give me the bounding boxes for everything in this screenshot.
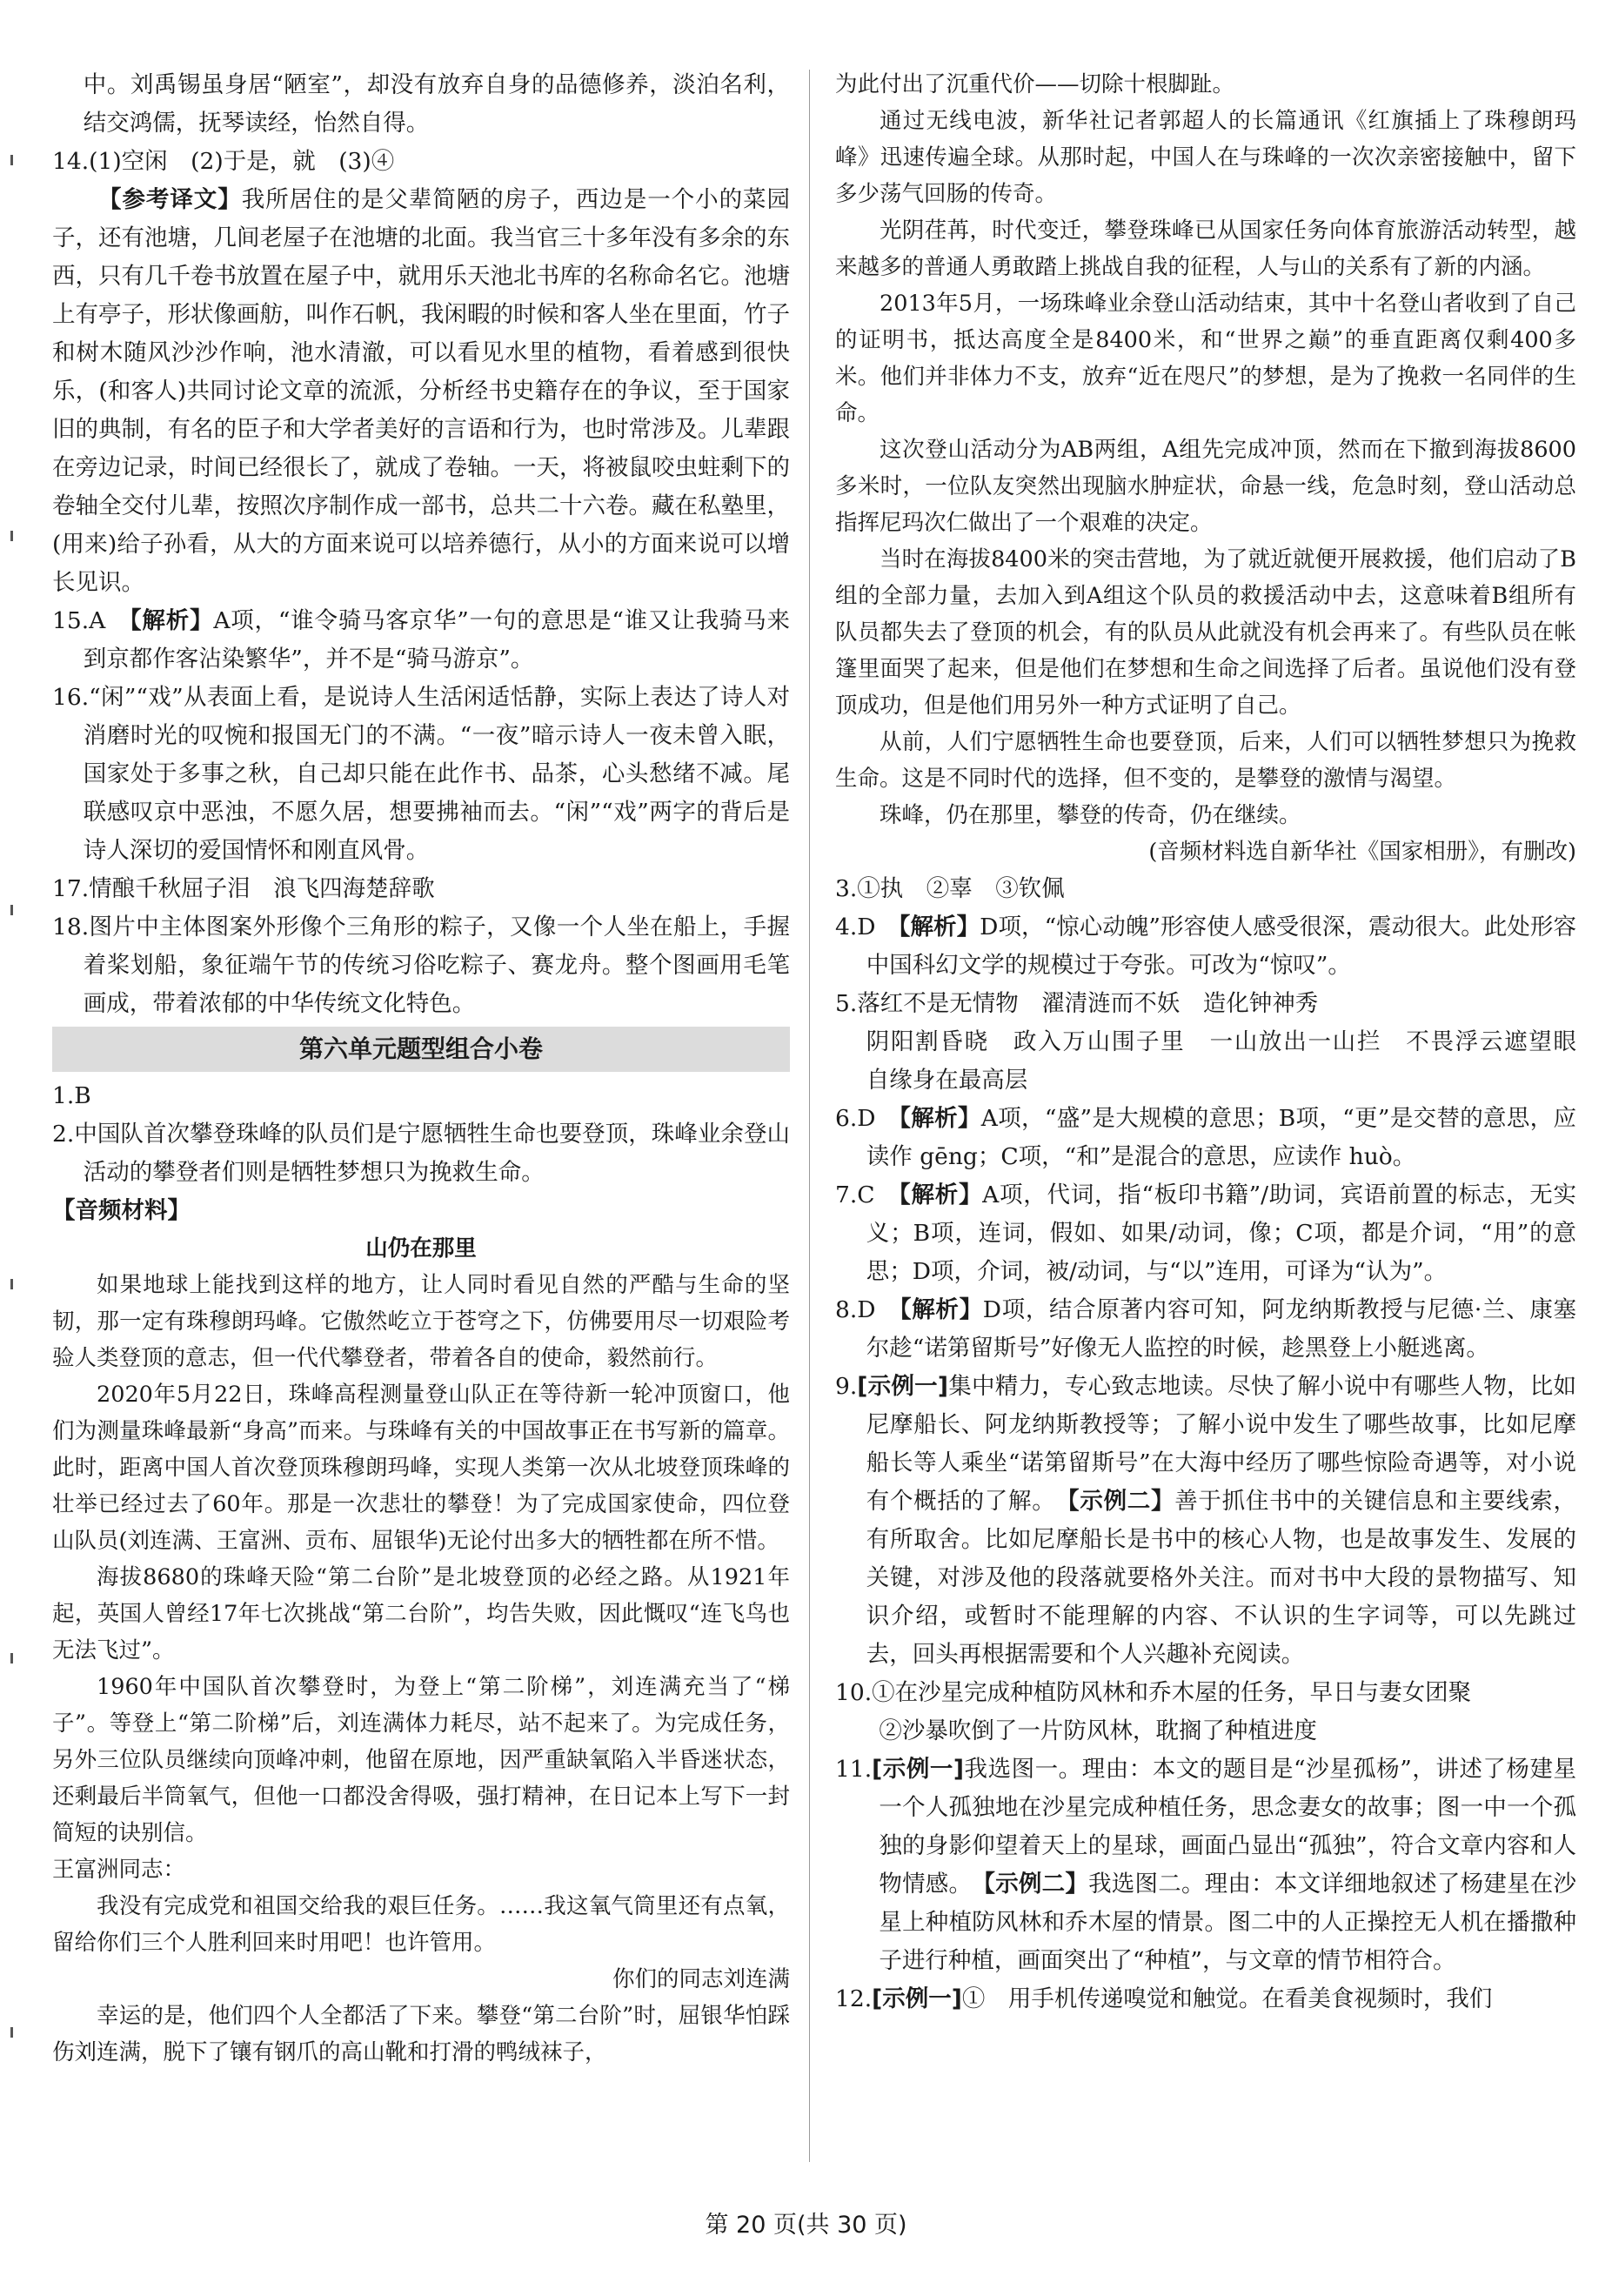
audio-paragraph: 为此付出了沉重代价——切除十根脚趾。 [835,71,1235,97]
audio-paragraph: 当时在海拔8400米的突击营地，为了就近就便开展救援，他们启动了B组的全部力量，去加入到A组这个队员的救援活动中去，这意味着B组所有队员都失去了登顶的机会，有的队员从此就没有机会再来了。有些队员在帐篷里面哭了起来，但是他们在梦想和生命之间选择了后者。虽说他们没有登顶成功，但是他们用另外一种方式证明了自己。 [835,546,1576,719]
audio-paragraph: 2013年5月，一场珠峰业余登山活动结束，其中十名登山者收到了自己的证明书，抵达高度全是8400米，和“世界之巅”的垂直距离仅剩400多米。他们并非体力不支，放弃“近在咫尺”的梦想，是为了挽救一名同伴的生命。 [835,291,1576,426]
answer-14: 14.(1)空闲 (2)于是，就 (3)④ [52,148,395,175]
audio-paragraph: 如果地球上能找到这样的地方，让人同时看见自然的严酷与生命的坚韧，那一定有珠穆朗玛峰。它傲然屹立于苍穹之下，仿佛要用尽一切艰险考验人类登顶的意志，但一代代攀登者，带着各自的使命，毅然前行。 [52,1272,790,1371]
page-edge-mark [10,155,13,165]
example-1-tag: [示例一] [872,1985,962,2012]
answer-9 [835,1368,1576,1674]
analysis-tag: 【解析】 [899,1105,981,1132]
answer-6-text: A项，“盛”是大规模的意思；B项，“更”是交替的意思，应读作 gēng；C项，“和”是混合的意思，应读作 huò。 [866,1105,1577,1170]
column-divider [809,70,810,2162]
reference-translation-tag: 【参考译文】 [98,186,242,213]
answer-7-number: 7.C [835,1181,900,1208]
answer-11-example-1: 我选图一。理由：本文的题目是“沙星孤杨”，讲述了杨建星一个人孤独地在沙星完成种植任务，思念妻女的故事；图一中一个孤独的身影仰望着天上的星球，画面凸显出“孤独”，符合文章内容和人物情感。 [879,1756,1576,1898]
audio-title: 山仍在那里 [365,1235,477,1262]
answer-9-example-1: 集中精力，专心致志地读。尽快了解小说中有哪些人物，比如尼摩船长、阿龙纳斯教授等；了解小说中发生了哪些故事，比如尼摩船长等人乘坐“诺第留斯号”在大海中经历了哪些惊险奇遇等，对小说有个概括的了解。 [866,1373,1576,1515]
answer-5-line-1: 5.落红不是无情物 濯清涟而不妖 造化钟神秀 [835,990,1319,1017]
example-1-tag: [示例一] [872,1756,965,1783]
answer-5-line-2: 阴阳割昏晓 政入万山围子里 一山放出一山拦 不畏浮云遮望眼 自缘身在最高层 [866,1028,1600,1094]
audio-paragraph: 从前，人们宁愿牺牲生命也要登顶，后来，人们可以牺牲梦想只为挽救生命。这是不同时代的选择，但不变的，是攀登的激情与渴望。 [835,729,1576,792]
answer-10-line-2: ②沙暴吹倒了一片防风林，耽搁了种植进度 [879,1717,1317,1744]
answer-15-number: 15.A [52,607,130,634]
answer-11-example-2: 我选图二。理由：本文详细地叙述了杨建星在沙星上种植防风林和乔木屋的情景。图二中的人正操控无人机在播撒种子进行种植，画面突出了“种植”，与文章的情节相符合。 [879,1871,1577,1974]
page-edge-mark [10,2027,13,2038]
audio-material-continued [835,66,1576,870]
audio-paragraph: 这次登山活动分为AB两组，A组先完成冲顶，然而在下撤到海拔8600多米时，一位队友突然出现脑水肿症状，命悬一线，危急时刻，登山活动总指挥尼玛次仁做出了一个艰难的决定。 [835,437,1576,536]
answer-14-translation [52,181,790,602]
answer-16: 16.“闲”“戏”从表面上看，是说诗人生活闲适恬静，实际上表达了诗人对消磨时光的叹惋和报国无门的不满。“一夜”暗示诗人一夜未曾入眠，国家处于多事之秋，自己却只能在此作书、品茶，心头愁绪不减。尾联感叹京中恶浊，不愿久居，想要拂袖而去。“闲”“戏”两字的背后是诗人深切的爱国情怀和刚直风骨。 [52,684,790,864]
letter-body: 我没有完成党和祖国交给我的艰巨任务。……我这氧气筒里还有点氧，留给你们三个人胜利回来时用吧！也许管用。 [52,1893,790,1956]
example-2-tag: 【示例二】 [1067,1488,1175,1515]
answer-18: 18.图片中主体图案外形像个三角形的粽子，又像一个人坐在船上，手握着桨划船，象征端午节的传统习俗吃粽子、赛龙舟。整个图画用毛笔画成，带着浓郁的中华传统文化特色。 [52,914,790,1017]
analysis-tag: 【解析】 [899,914,980,940]
page-number: 第 20 页(共 30 页) [705,2212,907,2239]
letter-salutation: 王富洲同志： [52,1857,186,1883]
audio-source: (音频材料选自新华社《国家相册》，有删改) [1148,839,1576,865]
answer-2: 2.中国队首次攀登珠峰的队员们是宁愿牺牲生命也要登顶，珠峰业余登山活动的攀登者们则是牺牲梦想只为挽救生命。 [52,1121,790,1186]
audio-paragraph: 珠峰，仍在那里，攀登的传奇，仍在继续。 [880,802,1301,828]
answer-4-number: 4.D [835,914,900,940]
analysis-tag: 【解析】 [130,607,214,634]
answer-12-number: 12. [835,1985,873,2012]
answer-12 [835,1980,1576,2018]
answer-9-example-2: 善于抓住书中的关键信息和主要线索，有所取舍。比如尼摩船长是书中的核心人物，也是故事发生、发展的关键，对涉及他的段落就要格外关注。而对书中大段的景物描写、知识介绍，或暂时不能理解的内容、不认识的生字词等，可以先跳过去，回头再根据需要和个人兴趣补充阅读。 [866,1488,1577,1668]
answer-15-text: A项，“谁令骑马客京华”一句的意思是“谁又让我骑马来到京都作客沾染繁华”，并不是“骑马游京”。 [83,607,791,673]
answer-7-text: A项，代词，指“板印书籍”/助词，宾语前置的标志，无实义；B项，连词，假如、如果/动词，像；C项，都是介词，“用”的意思；D项，介词，被/动词，与“以”连用，可译为“认为”。 [866,1181,1576,1285]
section-title: 第六单元题型组合小卷 [52,1027,790,1072]
audio-paragraph: 幸运的是，他们四个人全都活了下来。攀登“第二台阶”时，屈银华怕踩伤刘连满，脱下了镶有钢爪的高山靴和打滑的鸭绒袜子， [52,2003,790,2065]
audio-material-label: 【音频材料】 [52,1197,191,1224]
audio-paragraph: 1960年中国队首次攀登时，为登上“第二阶梯”，刘连满充当了“梯子”。等登上“第二阶梯”后，刘连满体力耗尽，站不起来了。为完成任务，另外三位队员继续向顶峰冲刺，他留在原地，因严重缺氧陷入半昏迷状态，还剩最后半筒氧气，但他一口都没舍得吸，强打精神，在日记本上写下一封简短的诀别信。 [52,1674,790,1846]
analysis-tag: 【解析】 [900,1296,983,1323]
audio-paragraph: 通过无线电波，新华社记者郭超人的长篇通讯《红旗插上了珠穆朗玛峰》迅速传遍全球。从那时起，中国人在与珠峰的一次次亲密接触中，留下多少荡气回肠的传奇。 [835,108,1576,207]
answer-9-number: 9. [835,1373,858,1400]
translation-text: 我所居住的是父辈简陋的房子，西边是一个小的菜园子，还有池塘，几间老屋子在池塘的北面。我当官三十多年没有多余的东西，只有几千卷书放置在屋子中，就用乐天池北书库的名称命名它。池塘上有亭子，形状像画舫，叫作石帆，我闲暇的时候和客人坐在里面，竹子和树木随风沙沙作响，池水清澈，可以看见水里的植物，看着感到很快乐，(和客人)共同讨论文章的流派，分析经书史籍存在的争议，至于国家旧的典制，有名的臣子和大学者美好的言语和行为，也时常涉及。儿辈跟在旁边记录，时间已经很长了，就成了卷轴。一天，将被鼠咬虫蛀剩下的卷轴全交付儿辈，按照次序制作成一部书，总共二十六卷。藏在私塾里，(用来)给子孙看，从大的方面来说可以培养德行，从小的方面来说可以增长见识。 [52,186,791,596]
page-edge-mark [10,531,13,541]
audio-paragraph: 海拔8680的珠峰天险“第二台阶”是北坡登顶的必经之路。从1921年起，英国人曾经17年七次挑战“第二台阶”，均告失败，因此慨叹“连飞鸟也无法飞过”。 [52,1564,790,1663]
answer-4-text: D项，“惊心动魄”形容使人感受很深，震动很大。此处形容中国科幻文学的规模过于夸张。可改为“惊叹”。 [866,914,1577,979]
analysis-tag: 【解析】 [899,1181,983,1208]
page-edge-mark [10,1653,13,1663]
answer-10-line-1: 10.①在沙星完成种植防风林和乔木屋的任务，早日与妻女团聚 [835,1679,1472,1706]
answer-12-text: ① 用手机传递嗅觉和触觉。在看美食视频时，我们 [961,1985,1493,2012]
letter-signature: 你们的同志刘连满 [612,1966,790,1992]
answer-7 [835,1176,1576,1291]
answer-11 [835,1750,1576,1980]
answer-15 [52,602,790,679]
example-1-tag: [示例一] [857,1373,948,1400]
right-column [835,66,1600,2018]
answer-13-continuation: 中。刘禹锡虽身居“陋室”，却没有放弃自身的品德修养，淡泊名利，结交鸿儒，抚琴读经，怡然自得。 [83,71,790,137]
answer-8-text: D项，结合原著内容可知，阿龙纳斯教授与尼德·兰、康塞尔趁“诺第留斯号”好像无人监控的时候，趁黑登上小艇逃离。 [866,1296,1577,1362]
answer-8-number: 8.D [835,1296,900,1323]
example-2-tag: 【示例二】 [983,1871,1089,1898]
answer-6 [835,1100,1576,1176]
page-edge-mark [10,905,13,915]
audio-paragraph: 光阴荏苒，时代变迁，攀登珠峰已从国家任务向体育旅游活动转型，越来越多的普通人勇敢踏上挑战自我的征程，人与山的关系有了新的内涵。 [835,218,1576,280]
audio-paragraph: 2020年5月22日，珠峰高程测量登山队正在等待新一轮冲顶窗口，他们为测量珠峰最新“身高”而来。与珠峰有关的中国故事正在书写新的篇章。此时，距离中国人首次登顶珠穆朗玛峰，实现人类第一次从北坡登顶珠峰的壮举已经过去了60年。那是一次悲壮的攀登！为了完成国家使命，四位登山队员(刘连满、王富洲、贡布、屈银华)无论付出多大的牺牲都在所不惜。 [52,1382,790,1554]
answer-3: 3.①执 ②辜 ③钦佩 [835,875,1065,902]
answer-1: 1.B [52,1082,91,1109]
answer-11-number: 11. [835,1756,873,1783]
answer-6-number: 6.D [835,1105,900,1132]
answer-8 [835,1291,1576,1368]
page-edge-mark [10,1279,13,1289]
audio-material [52,1230,790,2071]
left-column [52,66,790,2071]
answer-17: 17.情酿千秋屈子泪 浪飞四海楚辞歌 [52,875,435,902]
answer-4 [835,908,1576,985]
